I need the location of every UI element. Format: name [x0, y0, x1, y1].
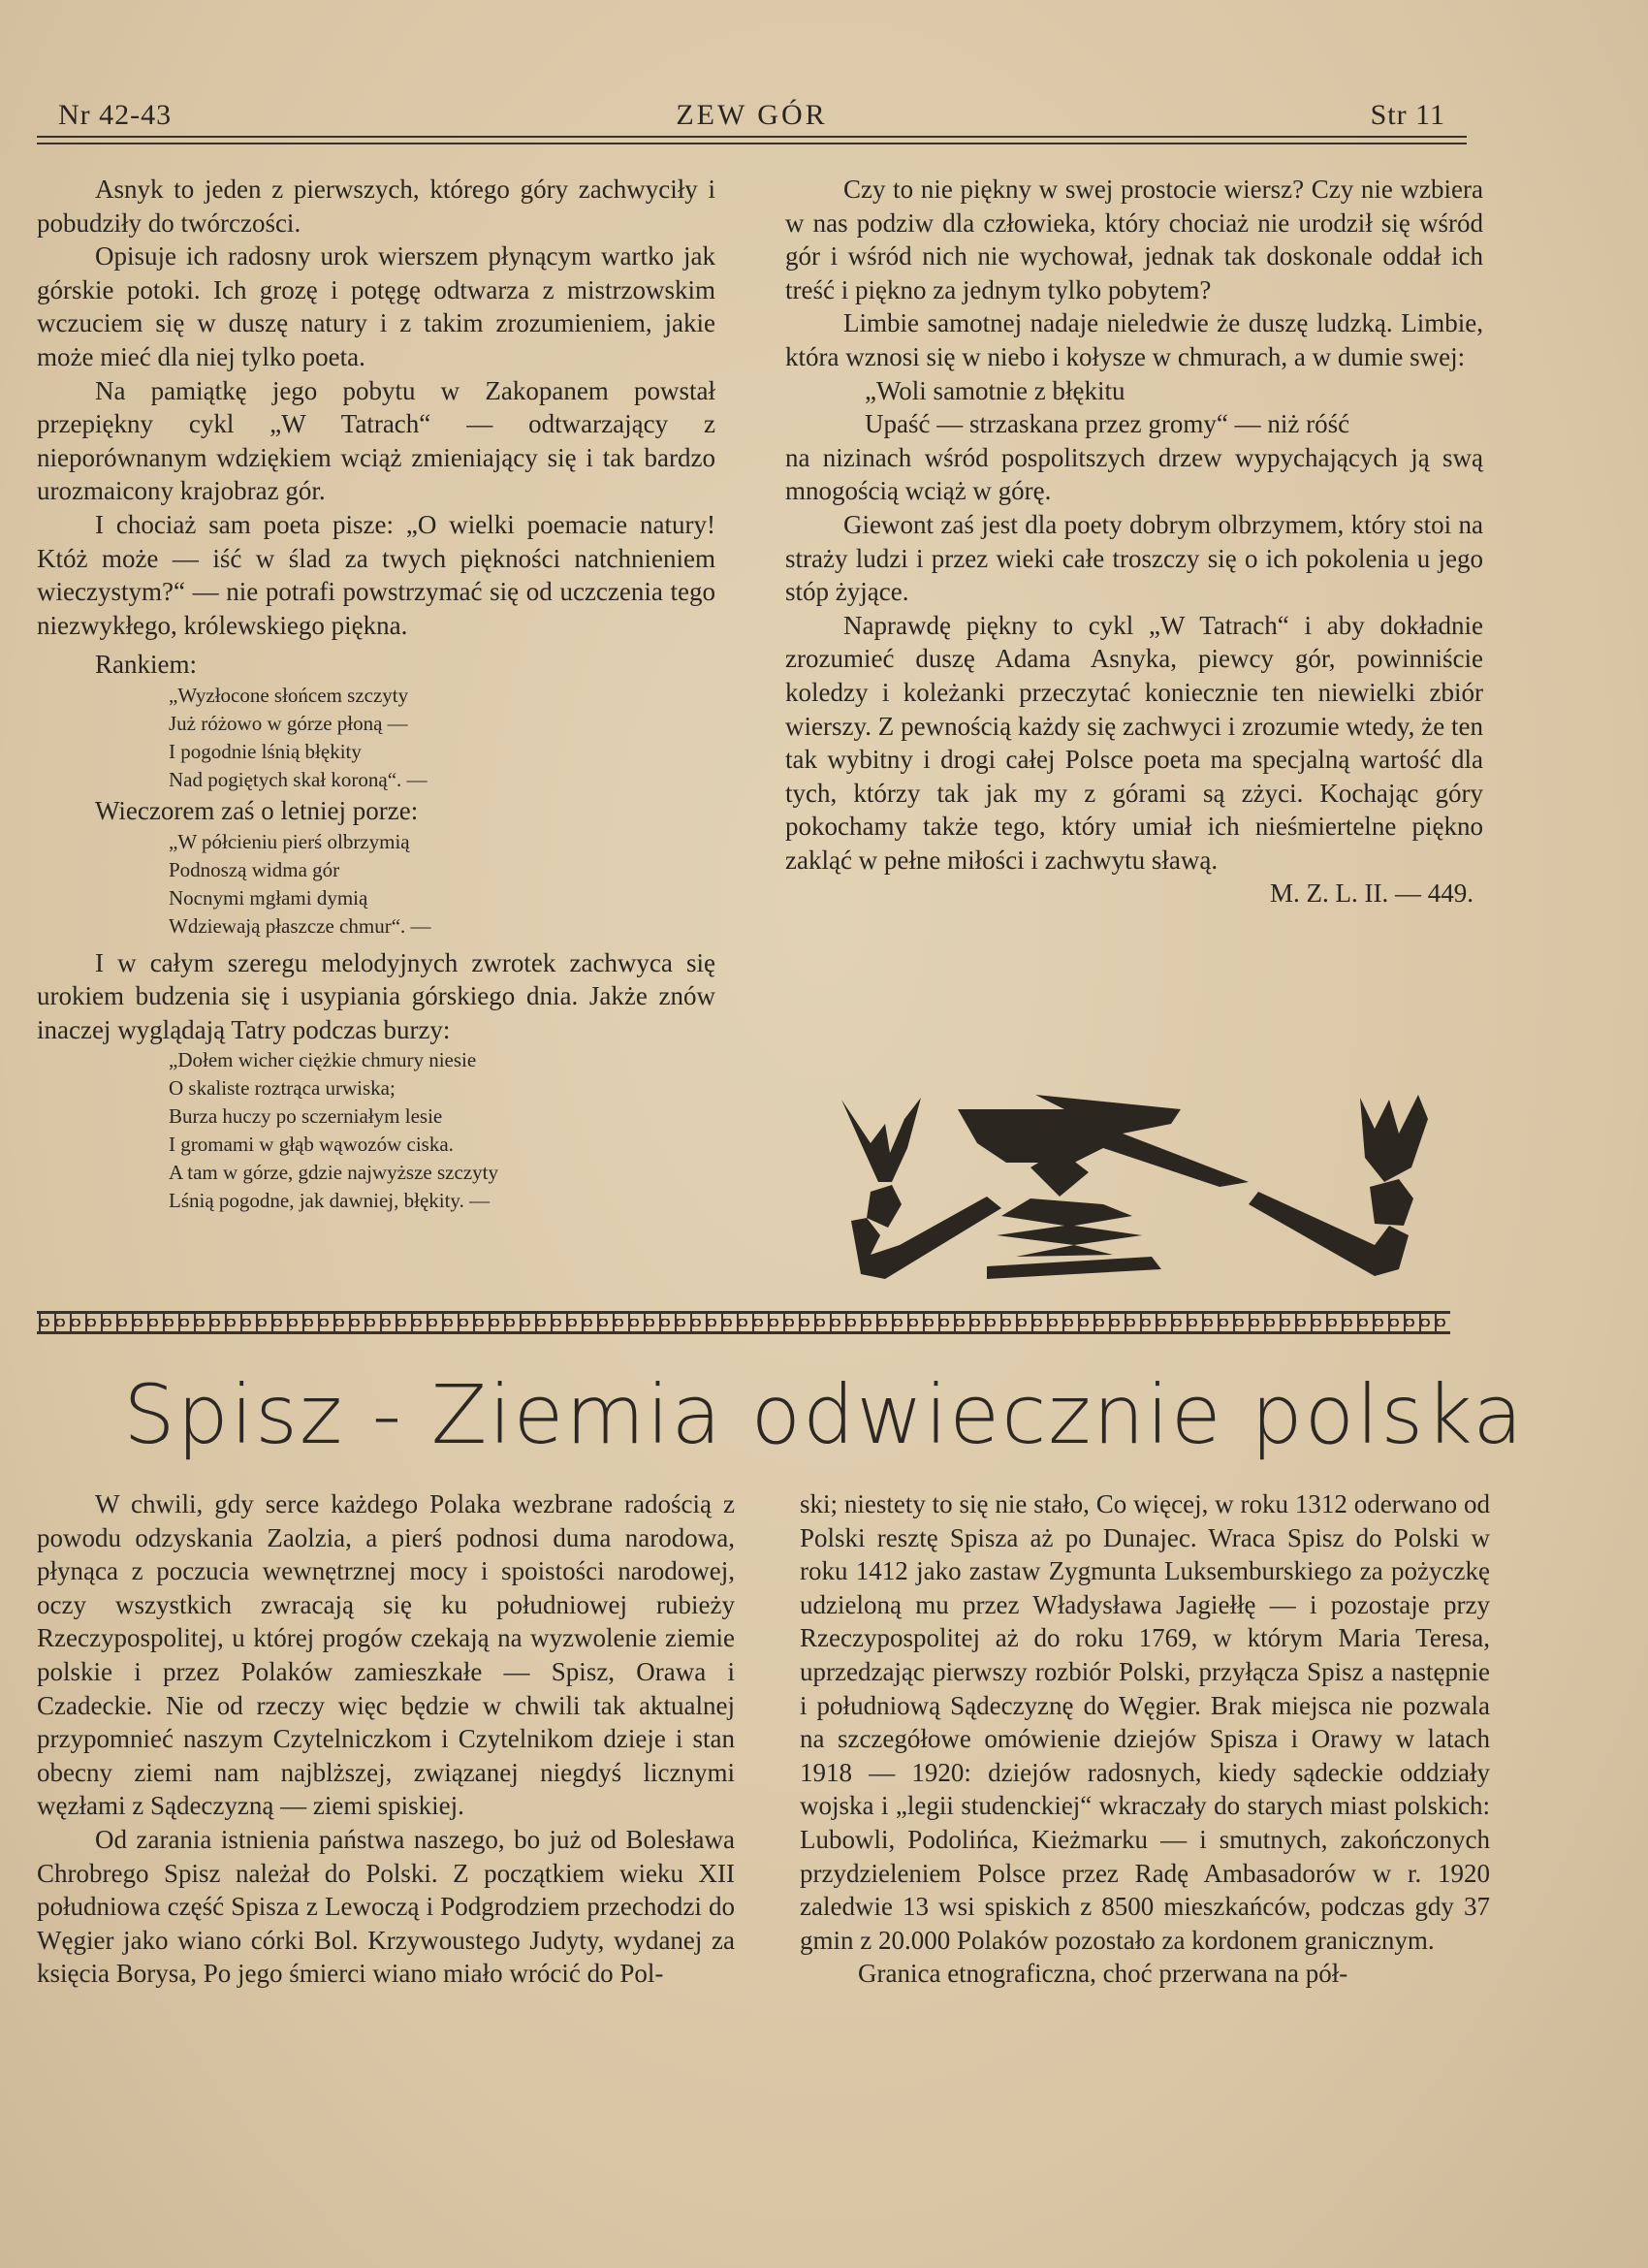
article-right-column: [800, 1487, 1490, 1991]
paragraph: Od zarania istnienia państwa naszego, bo już od Bolesława Chrobrego Spisz należał do Polski. Z początkiem wieku XII południowa część Spisza z Lewoczą i Podgrodziem przechodzi do Węgier jako wiano córki Bol. Krzywoustego Judyty, wydanej za księcia Borysa, Po jego śmierci wiano miało wrócić do Pol-: [37, 1824, 735, 1989]
paragraph: na nizinach wśród pospolitszych drzew wypychających ją swą mnogością wciąż w górę.: [785, 442, 1483, 506]
paragraph: Naprawdę piękny to cykl „W Tatrach“ i aby dokładnie zrozumieć duszę Adama Asnyka, piewcy gór, powinniście koledzy i koleżanki przeczytać koniecznie ten niewielki zbiór wierszy. Z pewnością każdy się zachwyci i zrozumie wtedy, że ten tak wybitny i drogi całej Polsce poeta ma specjalną wartość dla tych, którzy tak jak my z górami są zżyci. Kochając góry pokochamy także tego, który umiał ich nieśmiertelne piękno zakląć w pełne miłości i zachwytu sławą.: [785, 610, 1483, 875]
page-number: Str 11: [1370, 99, 1445, 131]
poem-line: Wdziewają płaszcze chmur“. —: [169, 913, 431, 938]
issue-number: Nr 42-43: [58, 99, 173, 131]
paragraph: I w całym szeregu melodyjnych zwrotek zachwyca się urokiem budzenia się i usypiania górskiego dnia. Jakże znów inaczej wyglądają Tatry podczas burzy:: [37, 947, 715, 1044]
paragraph: I chociaż sam poeta pisze: „O wielki poemacie natury! Któż może — iść w ślad za twych piękności natchnieniem wieczystym?“ — nie potrafi powstrzymać się od uczczenia tego niezwykłego, królewskiego piękna.: [37, 509, 715, 640]
poem-quote: [865, 374, 1483, 441]
poem-line: Burza huczy po sczerniałym lesie: [169, 1104, 443, 1129]
poem-line: Nocnymi mgłami dymią: [169, 885, 368, 910]
decorative-chain-divider: [37, 1311, 1450, 1334]
paragraph: Giewont zaś jest dla poety dobrym olbrzymem, który stoi na straży ludzi i przez wieki całe troszczy się o ich pokolenia u jego stóp żyjące.: [785, 509, 1483, 607]
poem-line: Już różowo w górze płoną —: [169, 711, 408, 735]
paragraph: Asnyk to jeden z pierwszych, którego góry zachwyciły i pobudziły do twórczości.: [37, 175, 715, 238]
paragraph: Opisuje ich radosny urok wierszem płynącym wartko jak górskie potoki. Ich grozę i potęgę odtwarza z mistrzowskim wczuciem się w duszę natury i z takim zrozumieniem, jakie może mieć dla niej tylko poeta.: [37, 241, 715, 371]
poem-label: Wieczorem zaś o letniej porze:: [95, 795, 419, 825]
paragraph: ski; niestety to się nie stało, Co więcej, w roku 1312 oderwano od Polski resztę Spisza aż po Dunajec. Wraca Spisz do Polski w roku 1412 jako zastaw Zygmunta Luksemburskiego za pożyczkę udzieloną mu przez Władysława Jagiełłę — i pozostaje przy Rzeczypospolitej aż do roku 1769, w którym Maria Teresa, uprzedzając pierwszy rozbiór Polski, przyłącza Spisz a następnie i południową Sądeczyznę do Węgier. Brak miejsca nie pozwala na szczegółowe omówienie dziejów Spisza i Orawy w latach 1918 — 1920: dziejów radosnych, kiedy sądeckie oddziały wojska i „legii studenckiej“ wkraczały do starych miast polskich: Lubowli, Podolińca, Kieżmarku — i smutnych, zakończonych przydzieleniem Polsce przez Radę Ambasadorów w r. 1920 zaledwie 13 wsi spiskich z 8500 mieszkańców, podczas gdy 37 gmin z 20.000 Polaków pozostało za kordonem granicznym.: [800, 1489, 1490, 1955]
paragraph: Granica etnograficzna, choć przerwana na pół-: [858, 1959, 1348, 1989]
paragraph: Limbie samotnej nadaje nieledwie że duszę ludzką. Limbie, która wznosi się w niebo i kołysze w chmurach, a w dumie swej:: [785, 308, 1483, 371]
article-left-column: [37, 1487, 735, 1991]
poem-line: „Dołem wicher ciężkie chmury niesie: [169, 1048, 477, 1072]
poem-stanza: [169, 682, 715, 794]
paragraph: W chwili, gdy serce każdego Polaka wezbrane radością z powodu odzyskania Zaolzia, a pierś podnosi duma narodowa, płynąca z poczucia wewnętrznej mocy i spoistości narodowej, oczy wszystkich zwracają się ku południowej rubieży Rzeczypospolitej, u której progów czekają na wyzwolenie ziemie polskie i przez Polaków zamieszkałe — Spisz, Orawa i Czadeckie. Nie od rzeczy więc będzie w chwili tak aktualnej przypomnieć naszym Czytelniczkom i Czytelnikom dzieje i stan obecny ziemi nam najblższej, związanej niegdyś licznymi węzłami z Sądeczyzną — ziemi spiskiej.: [37, 1489, 735, 1821]
poem-label: Rankiem:: [95, 650, 197, 680]
poem-line: O skaliste roztrąca urwiska;: [169, 1076, 396, 1101]
poem-line: I pogodnie lśnią błękity: [169, 739, 362, 763]
poem-line: Lśnią pogodne, jak dawniej, błękity. —: [169, 1189, 491, 1213]
page-header: [37, 95, 1467, 138]
poem-line: Upaść — strzaskana przez gromy“ — niż róść: [865, 409, 1350, 439]
paragraph: Czy to nie piękny w swej prostocie wiersz? Czy nie wzbiera w nas podziw dla człowieka, który chociaż nie urodził się wśród gór i wśród nich nie wychował, jednak tak doskonale oddał ich treść i piękno za jednym tylko pobytem?: [785, 175, 1483, 304]
poem-stanza: [169, 828, 715, 941]
top-left-column: [37, 173, 715, 1215]
author-signature: M. Z. L. II. — 449.: [1270, 878, 1474, 909]
top-right-column: [785, 173, 1483, 910]
article-headline: Spisz - Ziemia odwiecznie polska: [123, 1367, 1525, 1462]
poem-line: Podnoszą widma gór: [169, 857, 340, 881]
poem-line: I gromami w głąb wąwozów ciska.: [169, 1133, 454, 1157]
paragraph: Na pamiątkę jego pobytu w Zakopanem powstał przepiękny cykl „W Tatrach“ — odtwarzający z nieporównanym wdziękiem wciąż zmieniający się i tak bardzo urozmaicony krajobraz gór.: [37, 375, 715, 506]
header-rule: [37, 136, 1467, 144]
poem-line: „Wyzłocone słońcem szczyty: [169, 683, 409, 707]
poem-line: „W półcieniu pierś olbrzymią: [169, 829, 410, 853]
magazine-title: ZEW GÓR: [676, 99, 828, 131]
poem-line: Nad pogiętych skał koroną“. —: [169, 767, 428, 791]
poem-stanza: [169, 1046, 715, 1215]
poem-line: A tam w górze, gdzie najwyższe szczyty: [169, 1161, 498, 1185]
folk-ornament-illustration: [832, 1090, 1442, 1284]
poem-line: „Woli samotnie z błękitu: [865, 375, 1125, 405]
